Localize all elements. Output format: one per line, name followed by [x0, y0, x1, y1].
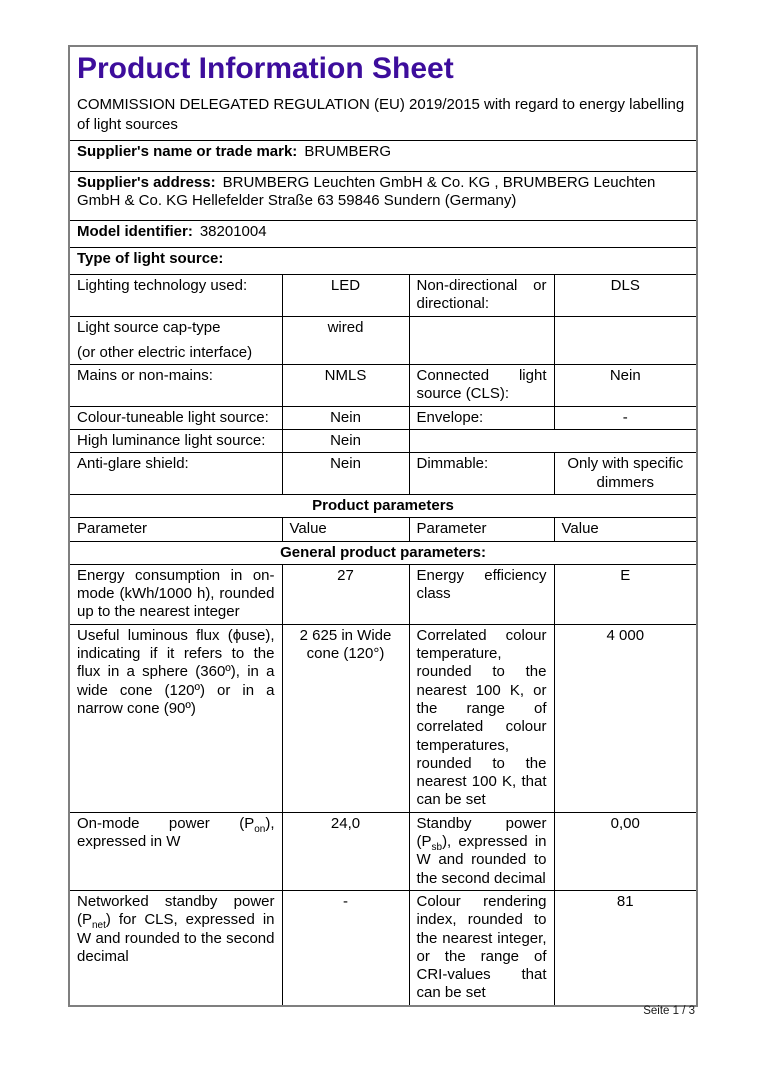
row-lighting-technology: [69, 275, 697, 317]
label-subscript: net: [92, 920, 106, 932]
param-value-cell: 24,0: [282, 812, 409, 890]
type-section-heading: Type of light source:: [69, 248, 697, 275]
model-identifier-label: Model identifier:: [77, 223, 193, 240]
param-label-cell: [409, 812, 554, 890]
param-label-cell: Energy consumption in on-mode (kWh/1000 h), rounded up to the nearest integer: [69, 564, 282, 624]
param-value-cell: E: [554, 564, 697, 624]
column-header: Value: [554, 518, 697, 541]
param-label-cell: Non-directional or directional:: [409, 275, 554, 317]
param-label-cell: Dimmable:: [409, 453, 554, 495]
model-identifier-cell: [69, 221, 697, 248]
param-label-cell: Correlated colour temperature, rounded to the nearest 100 K, or the range of correlated colour temperatures, rounded to the nearest 100 K, that can be set: [409, 624, 554, 812]
empty-cell: [409, 316, 554, 365]
general-parameters-heading: General product parameters:: [69, 541, 697, 564]
row-supplier-name: [69, 141, 697, 172]
param-value-cell: Nein: [282, 430, 409, 453]
row-energy-consumption: [69, 564, 697, 624]
param-label-cell: Colour-tuneable light source:: [69, 406, 282, 429]
row-supplier-address: [69, 172, 697, 221]
row-colour-tuneable: [69, 406, 697, 429]
product-parameters-heading: Product parameters: [69, 494, 697, 517]
page-title: Product Information Sheet: [77, 52, 454, 85]
row-high-luminance: [69, 430, 697, 453]
param-value-cell: NMLS: [282, 365, 409, 407]
param-value-cell: Nein: [282, 453, 409, 495]
param-label-cell: [69, 890, 282, 1005]
product-info-table: [68, 45, 698, 1007]
row-luminous-flux: [69, 624, 697, 812]
supplier-address-cell: [69, 172, 697, 221]
param-value-cell: Nein: [554, 365, 697, 407]
label-subscript: sb: [431, 842, 443, 854]
supplier-name-value: BRUMBERG: [304, 143, 391, 160]
row-model-identifier: [69, 221, 697, 248]
regulation-subtitle: COMMISSION DELEGATED REGULATION (EU) 2019/2015 with regard to energy labelling of light sources: [77, 96, 685, 133]
param-value-cell: Only with specific dimmers: [554, 453, 697, 495]
row-on-mode-power: [69, 812, 697, 890]
param-label-cell: High luminance light source:: [69, 430, 282, 453]
cap-type-line1: Light source cap-type: [77, 318, 221, 336]
param-value-cell: 2 625 in Wide cone (120°): [282, 624, 409, 812]
empty-cell: [409, 430, 697, 453]
supplier-address-label: Supplier's address:: [77, 174, 216, 191]
row-product-parameters-heading: [69, 494, 697, 517]
cap-type-line2: (or other electric interface): [77, 343, 253, 361]
param-value-cell: Nein: [282, 406, 409, 429]
row-cap-type: [69, 316, 697, 365]
model-identifier-value: 38201004: [199, 223, 267, 240]
param-label-cell: Lighting technology used:: [69, 275, 282, 317]
column-header: Parameter: [69, 518, 282, 541]
column-header: Parameter: [409, 518, 554, 541]
param-label-cell: [69, 316, 282, 365]
row-networked-standby: [69, 890, 697, 1005]
param-value-cell: -: [282, 890, 409, 1005]
param-label-cell: Useful luminous flux (ϕuse), indicating if it refers to the flux in a sphere (360º), in a wide cone (120º) or in a narrow cone (90º): [69, 624, 282, 812]
supplier-name-label: Supplier's name or trade mark:: [77, 143, 298, 160]
row-anti-glare: [69, 453, 697, 495]
param-value-cell: LED: [282, 275, 409, 317]
param-label-cell: Envelope:: [409, 406, 554, 429]
label-text: ) for CLS, expressed in W and rounded to the second decimal: [77, 911, 275, 965]
label-text: On-mode power (P: [77, 814, 255, 832]
row-column-headers: [69, 518, 697, 541]
label-text: Networked standby power (P: [77, 892, 275, 929]
row-general-heading: [69, 541, 697, 564]
row-title: [69, 46, 697, 141]
param-value-cell: DLS: [554, 275, 697, 317]
column-header: Value: [282, 518, 409, 541]
param-value-cell: 0,00: [554, 812, 697, 890]
label-text: ), expressed in W and rounded to the second decimal: [416, 833, 547, 887]
title-cell: [69, 46, 697, 141]
param-label-cell: Energy efficiency class: [409, 564, 554, 624]
param-value-cell: 27: [282, 564, 409, 624]
label-text: Standby power (P: [416, 814, 547, 851]
param-label-cell: Connected light source (CLS):: [409, 365, 554, 407]
param-label-cell: Anti-glare shield:: [69, 453, 282, 495]
param-label-cell: Colour rendering index, rounded to the nearest integer, or the range of CRI-values that can be set: [409, 890, 554, 1005]
supplier-name-cell: [69, 141, 697, 172]
label-text: ), expressed in W: [77, 814, 275, 851]
row-mains: [69, 365, 697, 407]
param-value-cell: 4 000: [554, 624, 697, 812]
empty-cell: [554, 316, 697, 365]
param-value-cell: 81: [554, 890, 697, 1005]
param-label-cell: Mains or non-mains:: [69, 365, 282, 407]
label-subscript: on: [254, 823, 266, 835]
param-value-cell: wired: [282, 316, 409, 365]
row-type-heading: [69, 248, 697, 275]
param-label-cell: [69, 812, 282, 890]
supplier-address-value: BRUMBERG Leuchten GmbH & Co. KG , BRUMBERG Leuchten GmbH & Co. KG Hellefelder Straße 63 59846 Sundern (Germany): [77, 174, 656, 210]
page-number: Seite 1 / 3: [643, 1005, 695, 1017]
param-value-cell: -: [554, 406, 697, 429]
